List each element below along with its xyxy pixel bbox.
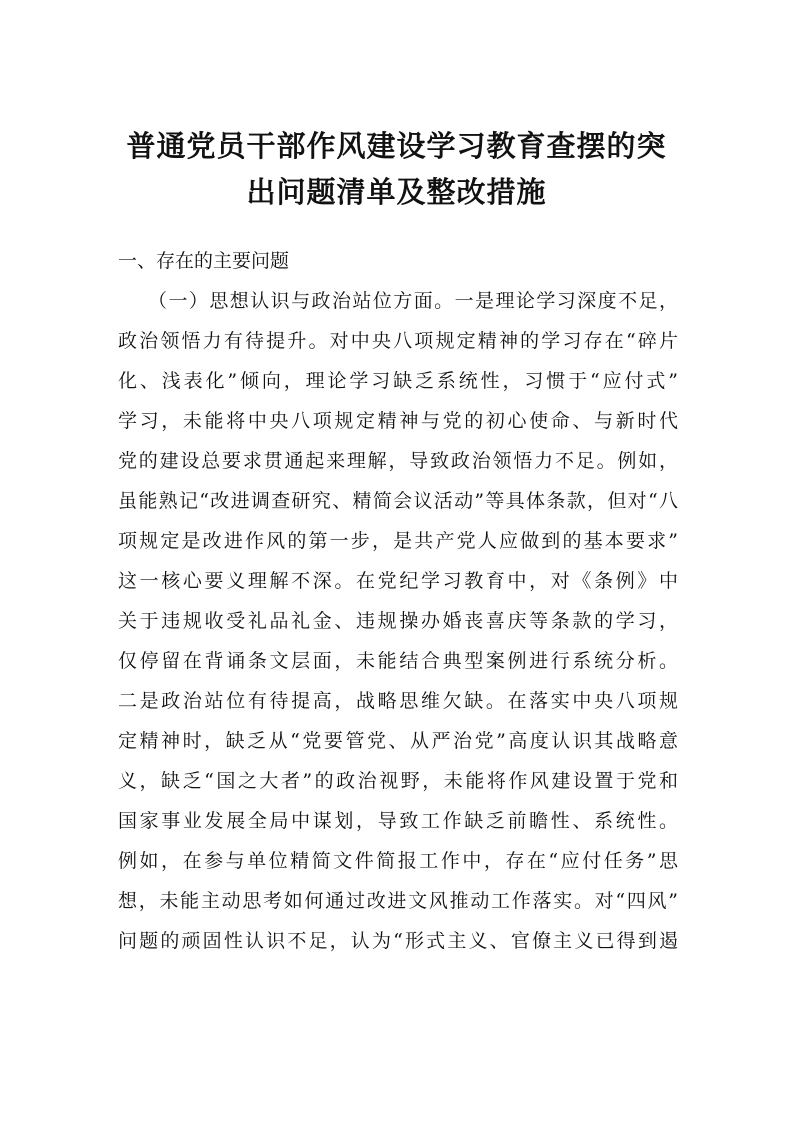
paragraph-line: 义，缺乏“国之大者”的政治视野，未能将作风建设置于党和	[118, 770, 678, 792]
document-title-line-1: 普通党员干部作风建设学习教育查摆的突	[126, 129, 667, 163]
paragraph-line: 关于违规收受礼品礼金、违规操办婚丧喜庆等条款的学习，	[118, 610, 678, 632]
paragraph-line: 政治领悟力有待提升。对中央八项规定精神的学习存在“碎片	[118, 330, 678, 352]
paragraph-line: 国家事业发展全局中谋划，导致工作缺乏前瞻性、系统性。	[118, 810, 678, 832]
paragraph-line: 问题的顽固性认识不足，认为“形式主义、官僚主义已得到遏	[118, 930, 678, 952]
paragraph-line: 项规定是改进作风的第一步，是共产党人应做到的基本要求”	[118, 530, 678, 552]
paragraph-line: 定精神时，缺乏从“党要管党、从严治党”高度认识其战略意	[118, 730, 678, 752]
paragraph-line: 想，未能主动思考如何通过改进文风推动工作落实。对“四风”	[118, 890, 678, 912]
paragraph-line: 化、浅表化”倾向，理论学习缺乏系统性，习惯于“应付式”	[118, 370, 678, 392]
paragraph-line: 二是政治站位有待提高，战略思维欠缺。在落实中央八项规	[118, 690, 678, 712]
paragraph-line: 虽能熟记“改进调查研究、精简会议活动”等具体条款，但对“八	[118, 490, 678, 512]
paragraph-line: 党的建设总要求贯通起来理解，导致政治领悟力不足。例如，	[118, 450, 678, 472]
paragraph-line: 例如，在参与单位精简文件简报工作中，存在“应付任务”思	[118, 850, 678, 872]
section-heading: 一、存在的主要问题	[118, 250, 290, 272]
paragraph-line: 学习，未能将中央八项规定精神与党的初心使命、与新时代	[118, 410, 678, 432]
paragraph-line: （一）思想认识与政治站位方面。一是理论学习深度不足，	[148, 290, 678, 312]
paragraph-line: 仅停留在背诵条文层面，未能结合典型案例进行系统分析。	[118, 650, 678, 672]
paragraph-line: 这一核心要义理解不深。在党纪学习教育中，对《条例》中	[118, 570, 678, 592]
document-title-line-2: 出问题清单及整改措施	[246, 175, 547, 209]
